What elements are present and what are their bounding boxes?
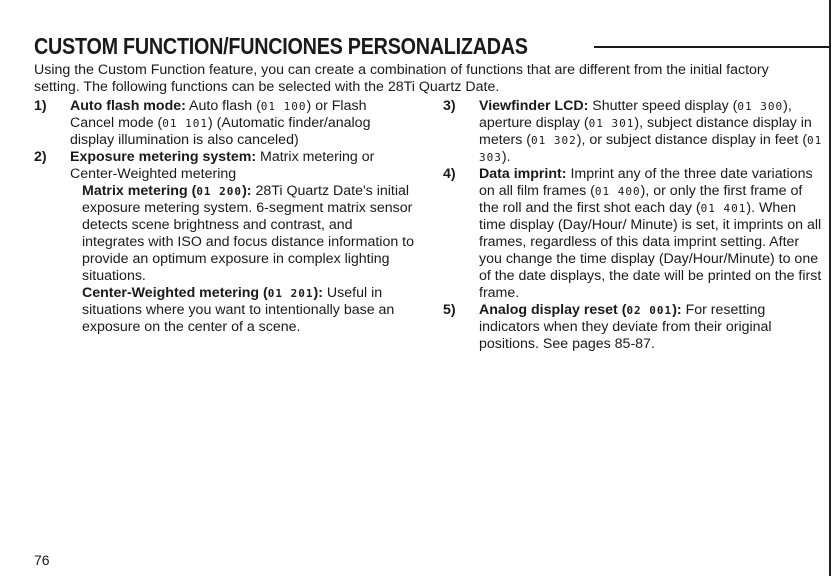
title-rule [594, 46, 830, 48]
page-title: CUSTOM FUNCTION/FUNCIONES PERSONALIZADAS [34, 32, 528, 59]
item-text: ) (Automatic finder/analog display illumination is also canceled) [70, 115, 371, 148]
item-number: 4) [443, 166, 456, 182]
item-number: 5) [443, 302, 456, 318]
item-number: 2) [34, 149, 47, 165]
sub-text: 28Ti Quartz Date's initial exposure metering system. 6-segment matrix sensor detects scene brightness and contrast, and integrates with ISO and focus distance information to provide an optimum exposure in complex lighting situations. [82, 183, 415, 284]
lcd-code: 01 302 [531, 134, 577, 147]
item-heading: Analog display reset [479, 302, 618, 318]
item-body [70, 149, 414, 336]
item-text: Shutter speed display ( [588, 98, 738, 114]
item-text: ), aperture display ( [479, 98, 792, 131]
list-item [443, 98, 823, 166]
item-heading: Data imprint: [479, 166, 567, 182]
lcd-code: 01 100 [260, 100, 307, 113]
item-text: Imprint any of the three date variations on all film frames ( [479, 166, 813, 199]
title-row [34, 30, 830, 62]
right-column [443, 98, 823, 353]
sub-heading: Center-Weighted metering ( [82, 285, 268, 301]
item-text: ). [501, 149, 511, 165]
lcd-code: 01 201 [267, 287, 314, 300]
intro-paragraph: Using the Custom Function feature, you can create a combination of functions that are different from the initial factory setting. The following functions can be selected with the 28Ti Quartz Date. [34, 62, 769, 95]
sub-paragraph-matrix [70, 183, 414, 285]
list-item [443, 302, 823, 353]
item-heading: Auto flash mode: [70, 98, 186, 114]
left-column [34, 98, 414, 336]
item-heading: Viewfinder LCD: [479, 98, 589, 114]
list-item [34, 98, 414, 149]
page-number: 76 [34, 552, 50, 568]
item-text: ), subject distance display in meters ( [479, 115, 812, 148]
list-item [443, 166, 823, 302]
sub-paragraph-center-weighted [70, 285, 414, 336]
sub-heading: Matrix metering ( [82, 183, 197, 199]
item-text: For resetting indicators when they deviate from their original positions. See pages 85-87. [479, 302, 772, 352]
item-text: ( [617, 302, 627, 318]
item-text: Auto flash ( [185, 98, 261, 114]
sub-text: Useful in situations where you want to intentionally base an exposure on the center of a scene. [82, 285, 395, 335]
item-heading: Exposure metering system: [70, 149, 257, 165]
list-item [34, 149, 414, 336]
page-edge-rule [829, 0, 831, 576]
item-number: 3) [443, 98, 456, 114]
item-number: 1) [34, 98, 47, 114]
item-text: ) or Flash Cancel mode ( [70, 98, 367, 131]
lcd-code: 01 300 [737, 100, 784, 113]
item-body [479, 302, 823, 353]
item-body [479, 98, 823, 166]
sub-heading-end: ): [313, 285, 323, 301]
item-text: Matrix metering or Center-Weighted metering [70, 149, 375, 182]
lcd-code: 02 001 [626, 304, 673, 317]
lcd-code: 01 400 [594, 185, 641, 198]
item-text: ). When time display (Day/Hour/ Minute) is set, it imprints on all frames, regardless of this data imprint setting. After you change the time display (Day/Hour/Minute) to one of the date displays, the date will be printed on the first frame. [479, 200, 822, 301]
item-body [479, 166, 823, 302]
lcd-code: 01 401 [700, 202, 747, 215]
lcd-code: 01 303 [479, 134, 823, 164]
item-text: ): [672, 302, 682, 318]
item-text: ), or only the first frame of the roll and the first shot each day ( [479, 183, 803, 216]
item-body [70, 98, 414, 149]
lcd-code: 01 301 [588, 117, 635, 130]
lcd-code: 01 200 [196, 185, 243, 198]
item-text: ), or subject distance display in feet ( [576, 132, 808, 148]
lcd-code: 01 101 [162, 117, 209, 130]
sub-heading-end: ): [242, 183, 252, 199]
